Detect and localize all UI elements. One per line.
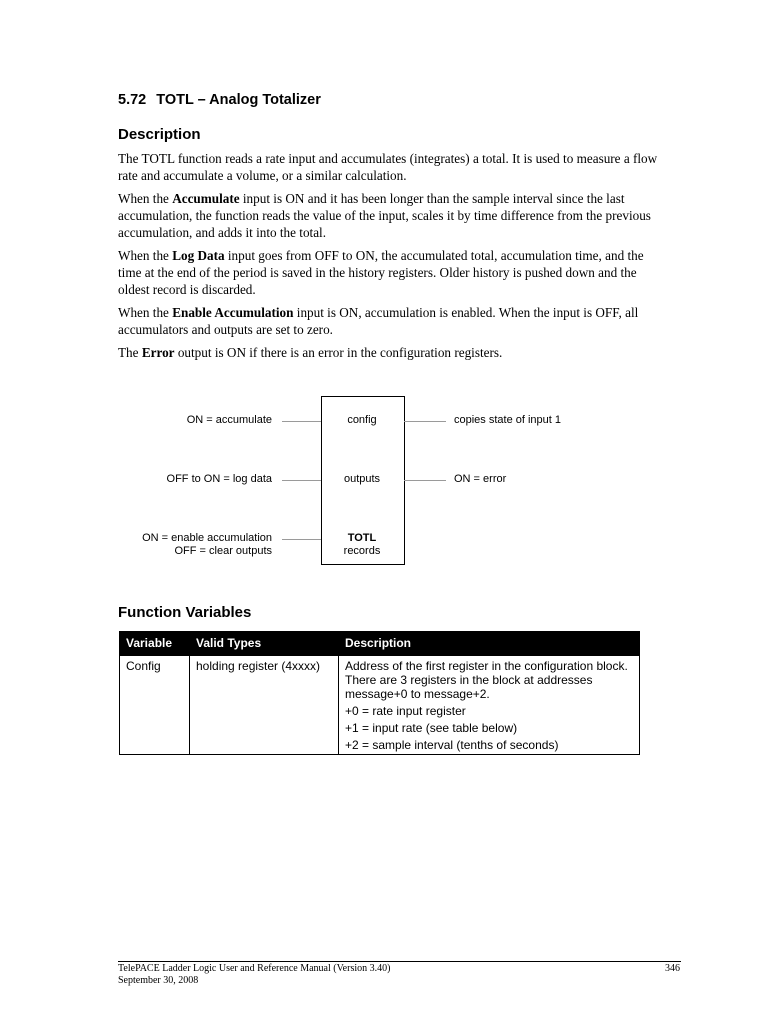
cell-valid-types: holding register (4xxxx) bbox=[190, 656, 339, 755]
output-label-error: ON = error bbox=[454, 473, 507, 485]
term-error: Error bbox=[141, 345, 175, 360]
input-line-3 bbox=[282, 539, 321, 540]
footer-date: September 30, 2008 bbox=[118, 975, 199, 986]
column-header-valid-types: Valid Types bbox=[190, 632, 339, 656]
section-number: 5.72 bbox=[118, 92, 147, 108]
table-row bbox=[120, 656, 640, 755]
input-line-2 bbox=[282, 480, 321, 481]
input-line-1 bbox=[282, 421, 321, 422]
paragraph-enable-accumulation bbox=[118, 305, 663, 339]
function-variables-heading: Function Variables bbox=[118, 604, 252, 621]
term-log-data: Log Data bbox=[172, 248, 225, 263]
input-label-enable-line2: OFF = clear outputs bbox=[174, 545, 272, 557]
text-run: The bbox=[118, 345, 142, 360]
text-run: When the bbox=[118, 191, 173, 206]
paragraph-intro: The TOTL function reads a rate input and accumulates (integrates) a total. It is used to measure a flow rate and accumulate a volume, or a similar calculation. bbox=[118, 151, 658, 183]
text-run: input goes from OFF to ON, the accumulated total, accumulation time, and the time at the end of the period is saved in the history registers. Older history is pushed down and the oldest record is discarded. bbox=[118, 248, 644, 297]
description-item: +1 = input rate (see table below) bbox=[345, 721, 518, 735]
column-header-description: Description bbox=[339, 632, 640, 656]
cell-variable: Config bbox=[120, 656, 190, 755]
input-label-enable-line1: ON = enable accumulation bbox=[142, 532, 272, 544]
paragraph-log-data bbox=[118, 248, 663, 298]
text-run: When the bbox=[118, 305, 173, 320]
output-line-1 bbox=[404, 421, 446, 422]
paragraph-error bbox=[118, 345, 663, 362]
section-name: TOTL – Analog Totalizer bbox=[156, 92, 321, 108]
text-run: When the bbox=[118, 248, 173, 263]
description-item: +0 = rate input register bbox=[345, 704, 466, 718]
footer-rule bbox=[118, 961, 681, 962]
block-label-records: records bbox=[343, 545, 381, 557]
block-label-totl: TOTL bbox=[347, 532, 377, 544]
page-number: 346 bbox=[665, 963, 680, 974]
block-label-config: config bbox=[347, 414, 377, 426]
input-label-log-data: OFF to ON = log data bbox=[166, 473, 272, 485]
input-label-enable bbox=[110, 532, 272, 558]
input-label-accumulate: ON = accumulate bbox=[186, 414, 272, 426]
text-run: input is ON, accumulation is enabled. When the input is OFF, all accumulators and outputs are set to zero. bbox=[118, 305, 639, 337]
description-item: +2 = sample interval (tenths of seconds) bbox=[345, 738, 559, 752]
output-line-2 bbox=[404, 480, 446, 481]
paragraph-accumulate bbox=[118, 191, 663, 241]
function-variables-table bbox=[119, 631, 640, 755]
footer-manual-title: TelePACE Ladder Logic User and Reference Manual (Version 3.40) bbox=[118, 963, 391, 974]
section-title bbox=[118, 92, 321, 108]
block-label-outputs: outputs bbox=[343, 473, 381, 485]
term-accumulate: Accumulate bbox=[172, 191, 240, 206]
column-header-variable: Variable bbox=[120, 632, 190, 656]
description-heading: Description bbox=[118, 126, 201, 143]
text-run: output is ON if there is an error in the configuration registers. bbox=[174, 345, 503, 360]
table-header-row bbox=[120, 632, 640, 656]
term-enable-accumulation: Enable Accumulation bbox=[172, 305, 294, 320]
text-run: input is ON and it has been longer than the sample interval since the last accumulation, the function reads the value of the input, scales it by time difference from the previous accumulation, and adds it into the total. bbox=[118, 191, 651, 240]
cell-description bbox=[339, 656, 640, 755]
footer-info bbox=[118, 963, 390, 987]
description-main: Address of the first register in the configuration block. There are 3 registers in the block at addresses message+0 to message+2. bbox=[345, 659, 628, 701]
output-label-copies: copies state of input 1 bbox=[454, 414, 562, 426]
